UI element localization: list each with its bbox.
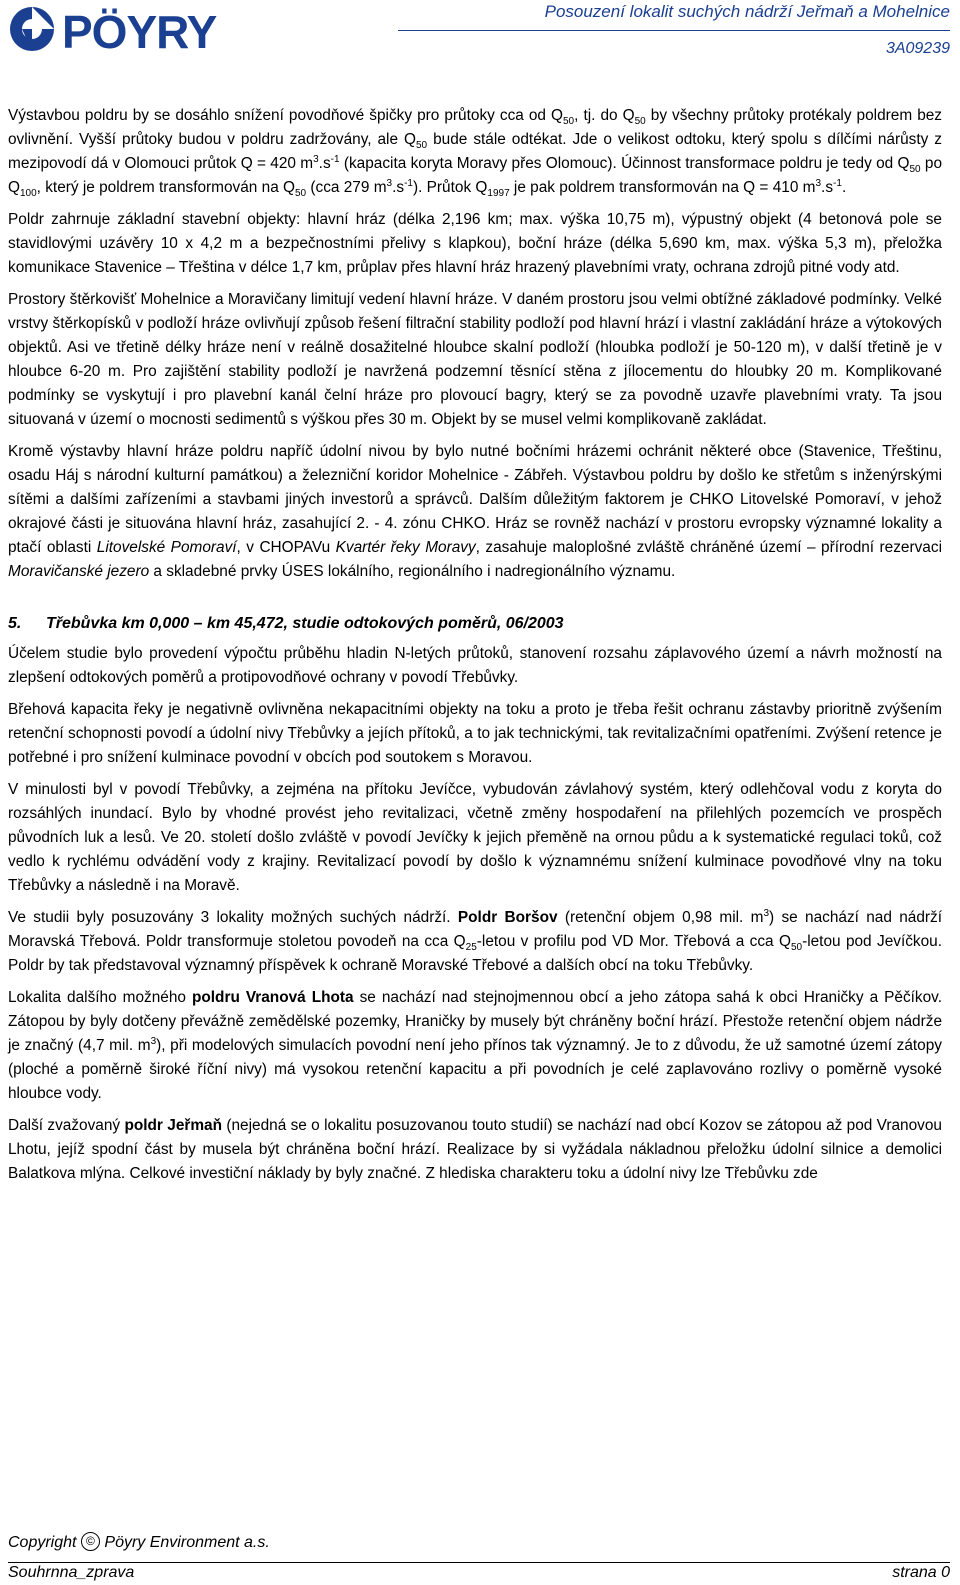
- page-header: [0, 0, 960, 80]
- document-title: Posouzení lokalit suchých nádrží Jeřmaň a Mohelnice: [544, 2, 950, 21]
- footer-copyright: Copyright © Pöyry Environment a.s.: [8, 1534, 270, 1551]
- paragraph-discharge: Výstavbou poldru by se dosáhlo snížení povodňové špičky pro průtoky cca od $Q_{50}$, tj. do $Q_{50}$ by všechny průtoky protékaly poldrem bez ovlivnění. Vyšší průtoky budou v poldru zadržovány, ale $Q_{50}$ bude stále odtékat. Jde o velikost odtoku, který spolu s dílčími nárůsty z mezipovodí dá v Olomouci průtok Q = 420 $m^3.s^{-1}$ (kapacita koryta Moravy přes Olomouc). Účinnost transformace poldru je tedy od $Q_{50}$ po $Q_{100}$, který je poldrem transformován na $Q_{50}$ (cca 279 $m^3.s^{-1}$). Průtok $Q_{1997}$ je pak poldrem transformován na Q = 410 $m^3.s^{-1}$.: [8, 107, 943, 200]
- page-number: strana 0: [892, 1564, 950, 1581]
- paragraph-vranova-lhota: Lokalita dalšího možného poldru Vranová Lhota se nachází nad stejnojmennou obcí a jeho zátopa sahá k obci Hraničky a Pěčíkov. Zátopou by byly dotčeny převážně zemědělské pozemky, Hraničky by musely být chráněny boční hrází. Přestože retenční objem nádrže je značný (4,7 mil. $m^3$), při modelových simulacích povodní není jeho přínos tak významný. Je to z důvodu, že už samotné území zátopy (ploché a poměrně široké říční nivy) má vysokou retenční kapacitu a při povodních je celé zaplavováno rozlivy o poměrně vysoké hloubce vody.: [8, 989, 942, 1102]
- document-code: 3A09239: [885, 40, 950, 57]
- paragraph-structures: Poldr zahrnuje základní stavební objekty: hlavní hráz (délka 2,196 km; max. výška 10,75 m), výpustný objekt (4 betonová pole se stavidlovými uzávěry 10 x 4,2 m a bezpečnostními přelivy s klapkou), boční hráze (délka 5,690 km, max. výška 5,3 m), přeložka komunikace Stavenice – Třeština v délce 1,7 km, průplav přes hlavní hráz hrazený plavebními vraty, ochrana zdrojů pitné vody atd.: [8, 211, 942, 276]
- document-body: [8, 104, 942, 1194]
- section-heading: 5. Třebůvka km 0,000 – km 45,472, studie odtokových poměrů, 06/2003: [8, 615, 564, 632]
- footer-filename: Souhrnna_zprava: [8, 1564, 135, 1581]
- poyry-logo: [8, 4, 280, 54]
- logo-text: PÖYRY: [62, 6, 217, 54]
- paragraph-protection: Kromě výstavby hlavní hráze poldru napříč údolní nivou by bylo nutné bočními hrázemi ochránit některé obce (Stavenice, Třeštinu, osadu Háj s národní kulturní památkou) a železniční koridor Mohelnice - Zábřeh. Výstavbou poldru by došlo ke střetům s inženýrskými sítěmi a dalšími zařízeními a stavbami jiných investorů a správců. Dalším důležitým faktorem je CHKO Litovelské Pomoraví, v jehož okrajové části je situována hlavní hráz, zasahující 2. - 4. zónu CHKO. Hráz se rovněž nachází v prostoru evropsky významné lokality a ptačí oblasti Litovelské Pomoraví, v CHOPAVu Kvartér řeky Moravy, zasahuje maloplošné zvláště chráněné území – přírodní rezervaci Moravičanské jezero a skladebné prvky ÚSES lokálního, regionálního i nadregionálního významu.: [8, 443, 942, 580]
- copyright-icon: ©: [81, 1532, 100, 1551]
- paragraph-borsov: Ve studii byly posuzovány 3 lokality možných suchých nádrží. Poldr Boršov (retenční objem 0,98 mil. $m^3$) se nachází nad nádrží Moravská Třebová. Poldr transformuje stoletou povodeň na cca $Q_{25}$-letou v profilu pod VD Mor. Třebová a cca $Q_{50}$-letou pod Jevíčkou. Poldr by tak představoval významný příspěvek k ochraně Moravské Třebové a dalších obcí na toku Třebůvky.: [8, 907, 943, 974]
- paragraph-purpose: Účelem studie bylo provedení výpočtu průběhu hladin N-letých průtoků, stanovení rozsahu záplavového území a návrh možností na zlepšení odtokových poměrů a protipovodňové ochrany v povodí Třebůvky.: [8, 645, 942, 686]
- paragraph-history: V minulosti byl v povodí Třebůvky, a zejména na přítoku Jevíčce, vybudován závlahový systém, který odlehčoval vodu z koryta do rozsáhlých inundací. Bylo by vhodné provést jeho revitalizaci, včetně změny hospodaření na přilehlých pozemcích ve prospěch původních luk a lesů. Ve 20. století došlo zvláště v povodí Jevíčky k jejich přeměně na ornou půdu a k systematické regulaci toků, což vedlo k rychlému odvádění vody z krajiny. Revitalizací povodí by došlo k významnému snížení kulminace povodňové vlny na toku Třebůvky a následně i na Moravě.: [8, 781, 942, 894]
- header-rule: [398, 30, 950, 31]
- paragraph-jerman: Další zvažovaný poldr Jeřmaň (nejedná se o lokalitu posuzovanou touto studií) se nachází nad obcí Kozov se zátopou až pod Vranovou Lhotu, jejíž spodní část by musela být chráněna boční hrází. Realizace by si vyžádala nákladnou přeložku údolní silnice a demolici Balatkova mlýna. Celkové investiční náklady by byly značné. Z hlediska charakteru toku a údolní nivy lze Třebůvku zde: [8, 1117, 942, 1182]
- footer-rule: [8, 1562, 950, 1563]
- paragraph-capacity: Břehová kapacita řeky je negativně ovlivněna nekapacitními objekty na toku a proto je třeba řešit ochranu zástavby prioritně zvýšením retenční schopnosti povodí a údolní nivy Třebůvky a jejích přítoků, a to jak technickými, tak revitalizačními opatřeními. Zvýšení retence je potřebné i pro snížení kulminace povodní v obcích pod soutokem s Moravou.: [8, 701, 942, 766]
- paragraph-geology: Prostory štěrkovišť Mohelnice a Moravičany limitují vedení hlavní hráze. V daném prostoru jsou velmi obtížné základové podmínky. Velké vrstvy štěrkopísků v podloží hráze ovlivňují způsob řešení filtrační stability podloží pod hlavní hrází i vlastní zakládání hráze a výtokových objektů. Asi ve třetině délky hráze není v reálně dosažitelné hloubce skalní podloží (hloubka podloží je 50-120 m), v další třetině je v hloubce 6-20 m. Pro zajištění stability podloží je navržená podzemní těsnící stěna z jílocementu do hloubky 20 m. Komplikované podmínky se vyskytují i pro plavební kanál čelní hráze pro plovoucí bagry, který se za povodně uzavře plavebními vraty. Ta jsou situovaná v území o mocnosti sedimentů s výškou přes 30 m. Objekt by se musel velmi komplikovaně zakládat.: [8, 291, 942, 428]
